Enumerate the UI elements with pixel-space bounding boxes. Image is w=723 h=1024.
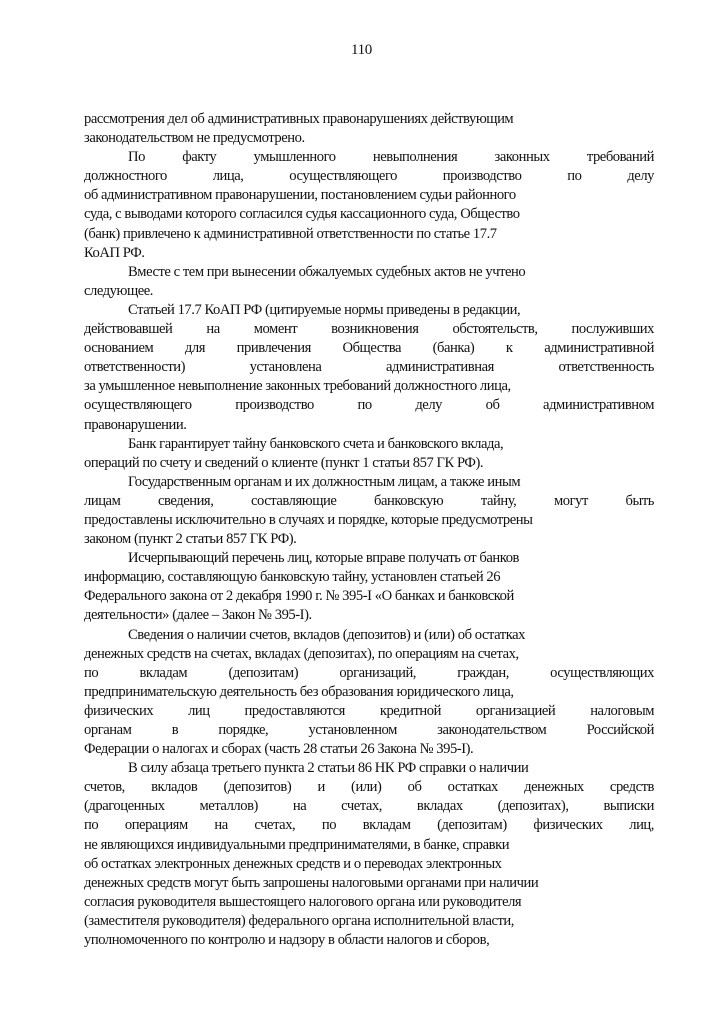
text-line: операций по счету и сведений о клиенте (пункт 1 статьи 857 ГК РФ). [84, 454, 484, 471]
text-line: (заместителя руководителя) федерального органа исполнительной власти, [84, 912, 514, 929]
text-line: (банк) привлечено к административной ответственности по статье 17.7 [84, 225, 497, 242]
text-line: информацию, составляющую банковскую тайну, установлен статьей 26 [84, 569, 501, 586]
text-line: законодательством не предусмотрено. [84, 130, 305, 147]
text-line: лицам сведения, составляющие банковскую тайну, могут быть [84, 492, 654, 509]
text-line: по операциям на счетах, по вкладам (депозитам) физических лиц, [84, 817, 654, 834]
text-line: предпринимательскую деятельность без образования юридического лица, [84, 683, 514, 700]
text-line: Сведения о наличии счетов, вкладов (депозитов) и (или) об остатках [128, 626, 525, 643]
page-number: 110 [350, 42, 373, 58]
text-line: По факту умышленного невыполнения законных требований [128, 149, 654, 166]
text-line: осуществляющего производство по делу об административном [84, 397, 654, 414]
text-line: рассмотрения дел об административных правонарушениях действующим [84, 111, 514, 127]
text-line: физических лиц предоставляются кредитной организацией налоговым [84, 702, 654, 719]
text-line: Вместе с тем при вынесении обжалуемых судебных актов не учтено [128, 263, 526, 280]
text-line: следующее. [84, 282, 154, 299]
text-line: не являющихся индивидуальными предпринимателями, в банке, справки [84, 836, 510, 853]
text-line: предоставлены исключительно в случаях и порядке, которые предусмотрены [84, 511, 533, 528]
text-line: должностного лица, осуществляющего производство по делу [84, 168, 654, 185]
text-line: счетов, вкладов (депозитов) и (или) об остатках денежных средств [84, 779, 654, 796]
text-line: органам в порядке, установленном законодательством Российской [84, 722, 654, 738]
text-line: согласия руководителя вышестоящего налогового органа или руководителя [84, 893, 522, 910]
text-line: В силу абзаца третьего пункта 2 статьи 86 НК РФ справки о наличии [128, 760, 529, 777]
text-line: Банк гарантирует тайну банковского счета и банковского вклада, [128, 435, 504, 452]
text-line: Исчерпывающий перечень лиц, которые вправе получать от банков [128, 550, 519, 567]
text-line: деятельности» (далее – Закон № 395-I). [84, 607, 312, 624]
text-line: законом (пункт 2 статьи 857 ГК РФ). [84, 531, 297, 548]
text-line: действовавшей на момент возникновения обстоятельств, послуживших [84, 321, 654, 338]
text-line: (драгоценных металлов) на счетах, вкладах (депозитах), выписки [84, 798, 654, 815]
text-line: об административном правонарушении, постановлением судьи районного [84, 187, 516, 204]
text-line: Федерального закона от 2 декабря 1990 г. № 395-I «О банках и банковской [84, 588, 514, 605]
text-line: КоАП РФ. [84, 244, 145, 261]
text-line: по вкладам (депозитам) организаций, граждан, осуществляющих [84, 664, 654, 681]
text-line: Федерации о налогах и сборах (часть 28 статьи 26 Закона № 395-I). [84, 741, 474, 758]
text-line: ответственности) установлена административная ответственность [84, 359, 654, 376]
text-line: уполномоченного по контролю и надзору в области налогов и сборов, [84, 932, 490, 949]
text-line: денежных средств на счетах, вкладах (депозитах), по операциям на счетах, [84, 645, 519, 662]
document-body [84, 110, 654, 950]
text-line: Государственным органам и их должностным лицам, а также иным [128, 473, 521, 490]
text-line: Статьей 17.7 КоАП РФ (цитируемые нормы приведены в редакции, [128, 301, 521, 318]
text-line: основанием для привлечения Общества (банка) к административной [84, 340, 654, 357]
text-line: правонарушении. [84, 416, 187, 433]
text-line: об остатках электронных денежных средств и о переводах электронных [84, 855, 502, 872]
text-line: за умышленное невыполнение законных требований должностного лица, [84, 378, 511, 395]
text-line: денежных средств могут быть запрошены налоговыми органами при наличии [84, 874, 539, 891]
text-line: суда, с выводами которого согласился судья кассационного суда, Общество [84, 206, 520, 223]
